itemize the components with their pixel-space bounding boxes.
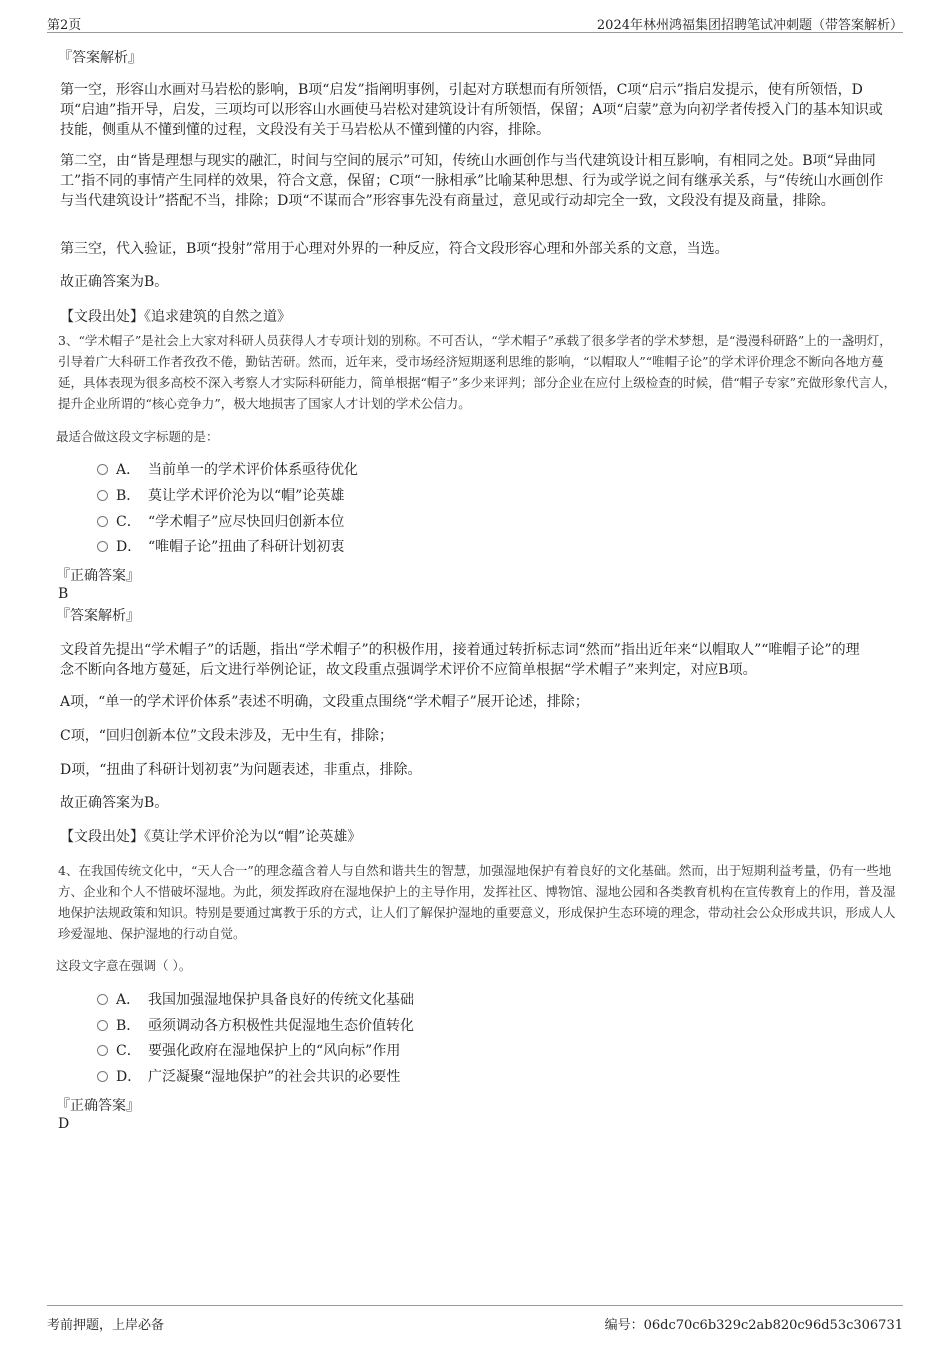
option-text: 当前单一的学术评价体系亟待优化	[148, 462, 358, 478]
analysis-paragraph: A项，“单一的学术评价体系”表述不明确，文段重点围绕“学术帽子”展开论述，排除；	[60, 694, 589, 710]
conclusion-text: 故正确答案为B。	[60, 274, 169, 290]
analysis-paragraph: 第一空，形容山水画对马岩松的影响，B项“启发”指阐明事例，引起对方联想而有所领悟，C项“启示”指启发提示，使有所领悟，D项“启迪”指开导，启发，三项均可以形容山水画使马岩松对建筑设计有所领悟，保留；A项“启蒙”意为向初学者传授入门的基本知识或技能，侧重从不懂到懂的过程，文段没有关于马岩松从不懂到懂的内容，排除。	[60, 82, 883, 138]
analysis-paragraph: C项，“回归创新本位”文段未涉及，无中生有，排除；	[60, 728, 394, 744]
question-stem: 4、在我国传统文化中，“天人合一”的理念蕴含着人与自然和谐共生的智慧，加强湿地保护有着良好的文化基础。然而，出于短期利益考量，仍有一些地方、企业和个人不惜破坏湿地。为此，须发挥政府在湿地保护上的主导作用，发挥社区、博物馆、湿地公园和各类教育机构在宣传教育上的作用，普及湿地保护法规政策和知识。特别是要通过寓教于乐的方式，让人们了解保护湿地的重要意义，形成保护生态环境的理念，带动社会公众形成共识，形成人人珍爱湿地、保护湿地的行动自觉。	[58, 863, 896, 941]
option-a[interactable]	[97, 989, 414, 1011]
option-letter: B．	[116, 1018, 141, 1034]
analysis-label: 『答案解析』	[58, 50, 142, 66]
analysis-paragraph: D项，“扭曲了科研计划初衷”为问题表述，非重点，排除。	[60, 762, 422, 778]
radio-button-icon[interactable]	[97, 1071, 108, 1082]
analysis-paragraph: 第三空，代入验证，B项“投射”常用于心理对外界的一种反应，符合文段形容心理和外部关系的文意，当选。	[60, 241, 729, 257]
option-text: 要强化政府在湿地保护上的“风向标”作用	[148, 1043, 401, 1059]
option-text: 我国加强湿地保护具备良好的传统文化基础	[148, 992, 414, 1008]
document-title: 2024年林州鸿福集团招聘笔试冲刺题（带答案解析）	[596, 18, 903, 33]
option-b[interactable]	[97, 1015, 414, 1037]
option-d[interactable]	[97, 536, 344, 558]
question-prompt: 最适合做这段文字标题的是：	[56, 429, 219, 444]
option-letter: C．	[116, 1043, 141, 1059]
answer-label: 『正确答案』	[56, 1098, 140, 1114]
radio-button-icon[interactable]	[97, 994, 108, 1005]
analysis-label: 『答案解析』	[56, 608, 140, 624]
option-text: “唯帽子论”扭曲了科研计划初衷	[148, 539, 345, 555]
footer-slogan: 考前押题，上岸必备	[47, 1318, 165, 1333]
option-letter: D．	[116, 1069, 142, 1085]
source-text: 【文段出处】《追求建筑的自然之道》	[60, 309, 291, 325]
option-c[interactable]	[97, 511, 344, 533]
option-letter: B．	[116, 488, 141, 504]
radio-button-icon[interactable]	[97, 490, 108, 501]
option-a[interactable]	[97, 459, 358, 481]
document-serial: 编号：06dc70c6b329c2ab820c96d53c306731	[604, 1318, 903, 1333]
radio-button-icon[interactable]	[97, 1045, 108, 1056]
page-number: 第2页	[47, 18, 82, 33]
answer-value: D	[58, 1116, 70, 1132]
analysis-paragraph: 文段首先提出“学术帽子”的话题，指出“学术帽子”的积极作用，接着通过转折标志词“然而”指出近年来“以帽取人”“唯帽子论”的理念不断向各地方蔓延，后文进行举例论证，故文段重点强调学术评价不应简单根据“学术帽子”来判定，对应B项。	[60, 642, 860, 678]
answer-label: 『正确答案』	[56, 568, 140, 584]
page-header	[0, 0, 950, 34]
option-letter: A．	[116, 462, 141, 478]
answer-value: B	[58, 586, 69, 602]
source-text: 【文段出处】《莫让学术评价沦为以“帽”论英雄》	[60, 829, 362, 845]
option-text: 广泛凝聚“湿地保护”的社会共识的必要性	[148, 1069, 401, 1085]
footer-divider	[47, 1305, 903, 1306]
question-stem: 3、“学术帽子”是社会上大家对科研人员获得人才专项计划的别称。不可否认，“学术帽子”承载了很多学者的学术梦想，是“漫漫科研路”上的一盏明灯，引导着广大科研工作者孜孜不倦，勤钻苦研。然而，近年来，受市场经济短期逐利思维的影响，“以帽取人”“唯帽子论”的学术评价理念不断向各地方蔓延，具体表现为很多高校不深入考察人才实际科研能力，简单根据“帽子”多少来评判；部分企业在应付上级检查的时候，借“帽子专家”充做形象代言人，提升企业所谓的“核心竞争力”，极大地损害了国家人才计划的学术公信力。	[58, 333, 897, 411]
radio-button-icon[interactable]	[97, 516, 108, 527]
option-letter: D．	[116, 539, 142, 555]
analysis-paragraph: 第二空，由“皆是理想与现实的融汇，时间与空间的展示”可知，传统山水画创作与当代建筑设计相互影响，有相同之处。B项“异曲同工”指不同的事情产生同样的效果，符合文意，保留；C项“一脉相承”比喻某种思想、行为或学说之间有继承关系，与“传统山水画创作与当代建筑设计”搭配不当，排除；D项“不谋而合”形容事先没有商量过，意见或行动却完全一致，文段没有提及商量，排除。	[60, 153, 884, 209]
radio-button-icon[interactable]	[97, 464, 108, 475]
option-text: 亟须调动各方积极性共促湿地生态价值转化	[148, 1018, 414, 1034]
question-prompt: 这段文字意在强调（ ）。	[56, 958, 192, 973]
option-b[interactable]	[97, 485, 344, 507]
option-c[interactable]	[97, 1040, 400, 1062]
option-text: “学术帽子”应尽快回归创新本位	[148, 514, 345, 530]
header-divider	[47, 32, 903, 33]
radio-button-icon[interactable]	[97, 1020, 108, 1031]
conclusion-text: 故正确答案为B。	[60, 795, 169, 811]
option-text: 莫让学术评价沦为以“帽”论英雄	[148, 488, 345, 504]
radio-button-icon[interactable]	[97, 541, 108, 552]
option-letter: A．	[116, 992, 141, 1008]
option-letter: C．	[116, 514, 141, 530]
page-footer	[0, 1305, 950, 1345]
option-d[interactable]	[97, 1066, 400, 1088]
